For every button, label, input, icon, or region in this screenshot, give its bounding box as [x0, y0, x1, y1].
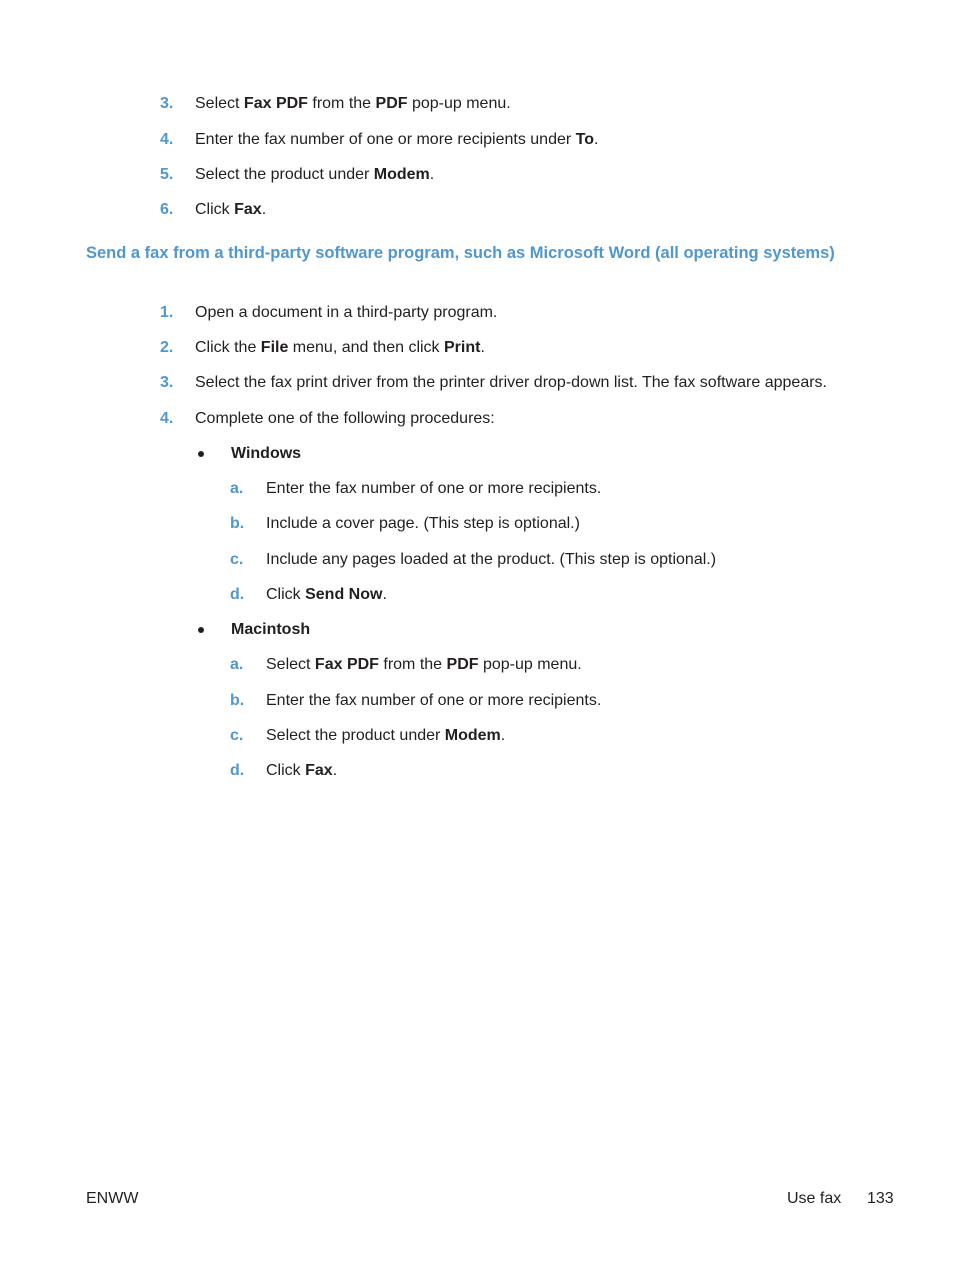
bullet-dot-icon: [198, 627, 204, 633]
windows-step-c: [0, 548, 954, 572]
windows-step-d: [0, 583, 954, 607]
substep-text: Include a cover page. (This step is optional.): [266, 515, 580, 532]
substep-letter: c.: [230, 727, 244, 744]
substep-letter: b.: [230, 692, 245, 709]
step-text: Click Fax.: [195, 201, 267, 218]
macintosh-step-a: [0, 653, 954, 677]
step-number: 5.: [160, 166, 174, 183]
step-5: [0, 163, 954, 187]
bullet-windows: [0, 442, 954, 466]
macintosh-step-b: [0, 689, 954, 713]
section-step-2: [0, 336, 954, 360]
macintosh-step-d: [0, 759, 954, 783]
step-number: 6.: [160, 201, 174, 218]
substep-letter: a.: [230, 480, 244, 497]
step-text: Select the fax print driver from the printer driver drop-down list. The fax software appears.: [195, 374, 827, 391]
substep-text: Select Fax PDF from the PDF pop-up menu.: [266, 656, 582, 673]
step-4: [0, 128, 954, 152]
section-heading: Send a fax from a third-party software program, such as Microsoft Word (all operating systems): [86, 244, 835, 262]
section-step-4: [0, 407, 954, 431]
macintosh-step-c: [0, 724, 954, 748]
substep-letter: c.: [230, 551, 244, 568]
substep-letter: d.: [230, 762, 245, 779]
substep-text: Click Send Now.: [266, 586, 387, 603]
substep-text: Enter the fax number of one or more recipients.: [266, 692, 602, 709]
substep-letter: a.: [230, 656, 244, 673]
step-text: Click the File menu, and then click Print.: [195, 339, 485, 356]
step-number: 4.: [160, 131, 174, 148]
step-6: [0, 198, 954, 222]
footer-left: ENWW: [86, 1190, 139, 1207]
step-text: Complete one of the following procedures:: [195, 410, 495, 427]
substep-text: Include any pages loaded at the product. (This step is optional.): [266, 551, 717, 568]
section-step-3: [0, 371, 954, 395]
step-text: Select the product under Modem.: [195, 166, 435, 183]
substep-text: Click Fax.: [266, 762, 338, 779]
step-number: 3.: [160, 95, 174, 112]
footer-section: Use fax: [787, 1190, 842, 1207]
step-number: 2.: [160, 339, 174, 356]
substep-letter: d.: [230, 586, 245, 603]
substep-letter: b.: [230, 515, 245, 532]
windows-step-a: [0, 477, 954, 501]
windows-step-b: [0, 512, 954, 536]
step-text: Select Fax PDF from the PDF pop-up menu.: [195, 95, 511, 112]
step-text: Enter the fax number of one or more recipients under To.: [195, 131, 599, 148]
bullet-dot-icon: [198, 451, 204, 457]
step-number: 1.: [160, 304, 174, 321]
section-step-1: [0, 301, 954, 325]
substep-text: Select the product under Modem.: [266, 727, 506, 744]
bullet-label: Windows: [231, 445, 302, 462]
bullet-macintosh: [0, 618, 954, 642]
step-number: 4.: [160, 410, 174, 427]
step-text: Open a document in a third-party program.: [195, 304, 498, 321]
step-number: 3.: [160, 374, 174, 391]
step-3: [0, 92, 954, 116]
page-number: 133: [867, 1190, 894, 1207]
substep-text: Enter the fax number of one or more recipients.: [266, 480, 602, 497]
bullet-label: Macintosh: [231, 621, 311, 638]
